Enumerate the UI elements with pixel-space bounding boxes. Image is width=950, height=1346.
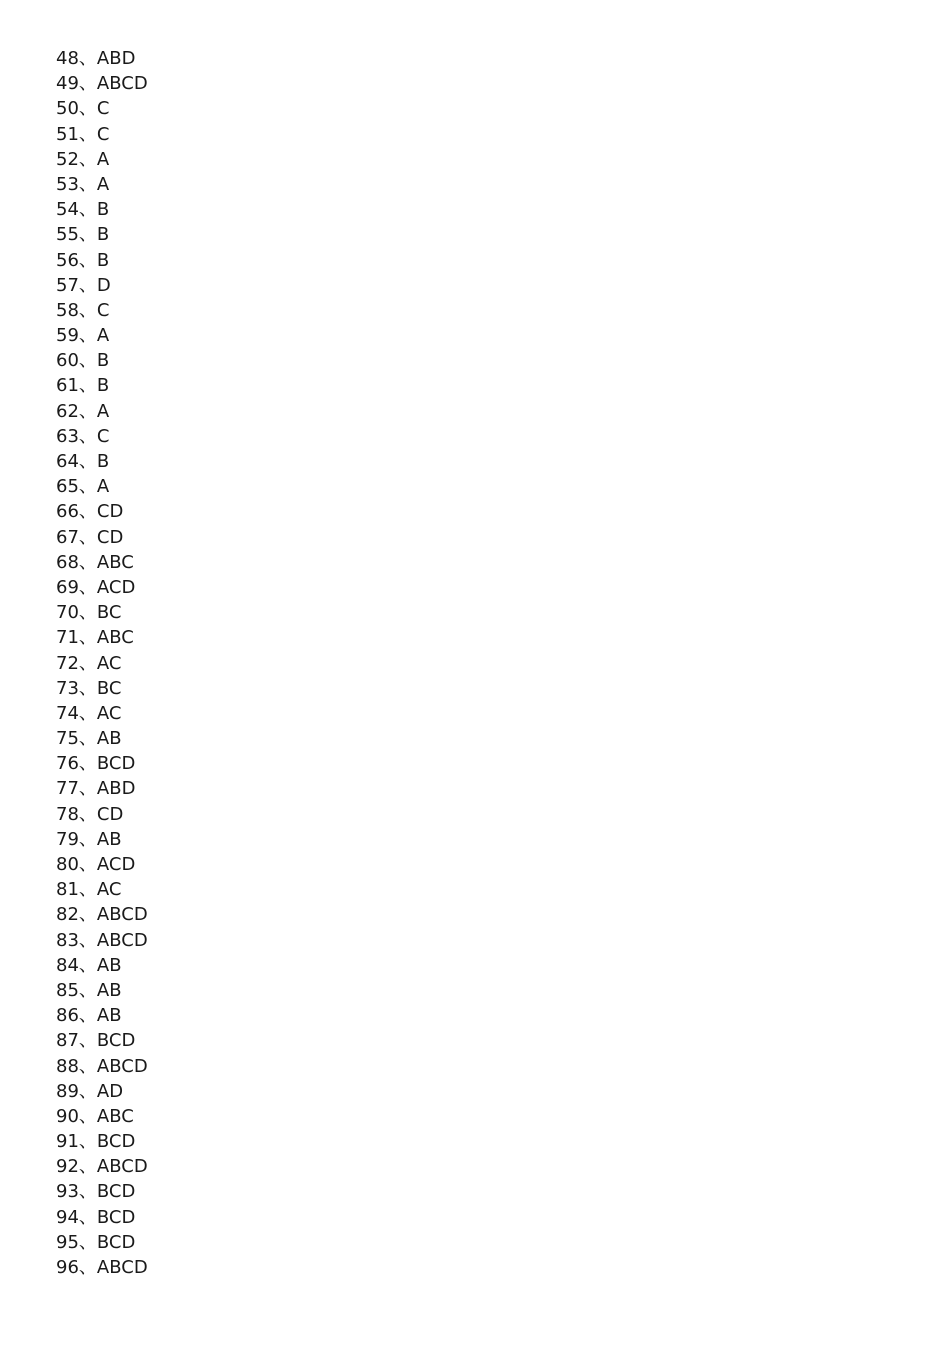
answer-line: 74、AC: [56, 702, 122, 724]
answer-line: 94、BCD: [56, 1206, 136, 1228]
answer-line: 60、B: [56, 350, 110, 372]
answer-line: 48、ABD: [56, 48, 136, 69]
answer-line: 84、AB: [56, 954, 122, 976]
answer-line: 50、C: [56, 98, 110, 120]
answer-line: 53、A: [56, 173, 110, 195]
answer-line: 83、ABCD: [56, 929, 148, 951]
answer-line: 65、A: [56, 476, 110, 498]
answer-line: 85、AB: [56, 979, 122, 1001]
answer-line: 71、ABC: [56, 627, 134, 649]
answer-line: 72、AC: [56, 652, 122, 674]
answer-line: 89、AD: [56, 1080, 124, 1102]
answer-line: 69、ACD: [56, 576, 136, 598]
answer-line: 91、BCD: [56, 1131, 136, 1153]
answer-line: 90、ABC: [56, 1105, 134, 1127]
answer-line: 75、AB: [56, 728, 122, 750]
answer-line: 73、BC: [56, 677, 122, 699]
answer-line: 61、B: [56, 375, 110, 397]
answer-line: 81、AC: [56, 879, 122, 901]
answer-line: 80、ACD: [56, 854, 136, 875]
answer-line: 59、A: [56, 325, 110, 347]
answer-line: 64、B: [56, 451, 110, 472]
answer-line: 52、A: [56, 148, 110, 170]
answer-line: 86、AB: [56, 1005, 122, 1027]
answer-line: 54、B: [56, 199, 110, 221]
answer-line: 88、ABCD: [56, 1055, 148, 1077]
answer-line: 77、ABD: [56, 778, 136, 800]
answer-line: 78、CD: [56, 803, 124, 825]
answer-line: 93、BCD: [56, 1181, 136, 1203]
answer-line: 92、ABCD: [56, 1156, 148, 1178]
answer-line: 68、ABC: [56, 551, 134, 573]
answer-line: 58、C: [56, 299, 110, 321]
answer-line: 79、AB: [56, 828, 122, 850]
answer-line: 63、C: [56, 425, 110, 447]
answer-line: 67、CD: [56, 526, 124, 548]
answer-line: 49、ABCD: [56, 73, 148, 95]
answer-line: 55、B: [56, 224, 110, 246]
answer-line: 87、BCD: [56, 1030, 136, 1052]
answer-line: 76、BCD: [56, 753, 136, 775]
answer-line: 70、BC: [56, 602, 122, 624]
answer-line: 66、CD: [56, 501, 124, 523]
answer-line: 95、BCD: [56, 1231, 136, 1253]
answer-line: 57、D: [56, 274, 111, 296]
answer-list: [56, 46, 148, 1280]
answer-line: 62、A: [56, 400, 110, 422]
answer-line: 51、C: [56, 123, 110, 145]
answer-line: 82、ABCD: [56, 904, 148, 926]
answer-line: 56、B: [56, 249, 110, 271]
answer-line: 96、ABCD: [56, 1257, 148, 1278]
